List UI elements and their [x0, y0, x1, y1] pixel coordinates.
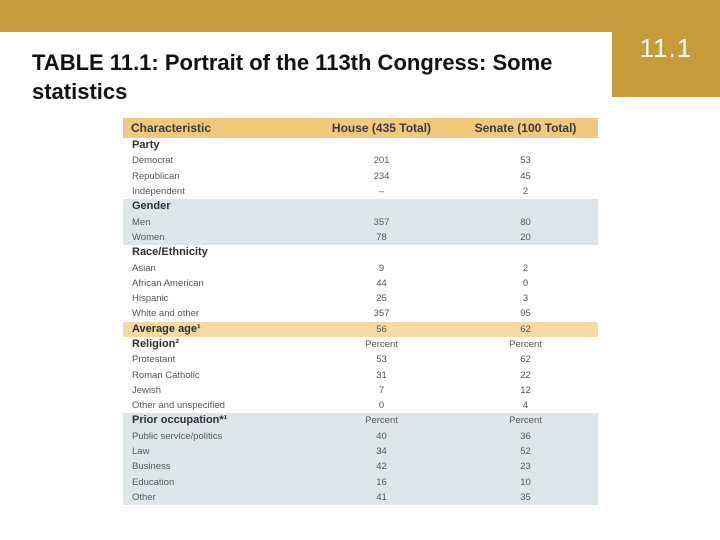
- row-label: African American: [123, 276, 310, 291]
- section-house-value: Percent: [310, 413, 453, 428]
- row-label: Roman Catholic: [123, 367, 310, 382]
- row-label: Democrat: [123, 153, 310, 168]
- house-value: 7: [310, 383, 453, 398]
- section-house-value: [310, 199, 453, 214]
- house-value: 16: [310, 475, 453, 490]
- slide-number: 11.1: [639, 33, 693, 63]
- house-value: 25: [310, 291, 453, 306]
- senate-value: 62: [453, 352, 598, 367]
- senate-value: 35: [453, 490, 598, 505]
- section-senate-value: [453, 138, 598, 153]
- section-heading: Party: [123, 138, 310, 153]
- house-value: 53: [310, 352, 453, 367]
- table-row: [123, 459, 598, 474]
- table-row: [123, 276, 598, 291]
- table-row: [123, 153, 598, 168]
- section-senate-value: 62: [453, 322, 598, 337]
- table-row: [123, 367, 598, 382]
- slide-number-badge: [612, 0, 720, 97]
- senate-value: 45: [453, 169, 598, 184]
- table-row: [123, 184, 598, 199]
- row-label: White and other: [123, 306, 310, 321]
- senate-value: 23: [453, 459, 598, 474]
- section-house-value: 56: [310, 322, 453, 337]
- senate-value: 22: [453, 367, 598, 382]
- table-header-row: [123, 118, 598, 138]
- section-row-religion: [123, 337, 598, 352]
- table-row: [123, 306, 598, 321]
- senate-value: 2: [453, 184, 598, 199]
- section-row-race-ethnicity: [123, 245, 598, 260]
- house-value: 34: [310, 444, 453, 459]
- senate-value: 53: [453, 153, 598, 168]
- table-row: [123, 230, 598, 245]
- table-row: [123, 383, 598, 398]
- section-row-party: [123, 138, 598, 153]
- slide-title: TABLE 11.1: Portrait of the 113th Congress: Some statistics: [32, 50, 553, 104]
- senate-value: 95: [453, 306, 598, 321]
- table-row: [123, 398, 598, 413]
- house-value: 234: [310, 169, 453, 184]
- row-label: Independent: [123, 184, 310, 199]
- table-row: [123, 169, 598, 184]
- table-row: [123, 490, 598, 505]
- table-row: [123, 291, 598, 306]
- row-label: Other: [123, 490, 310, 505]
- header-house: House (435 Total): [310, 118, 453, 138]
- table-row: [123, 429, 598, 444]
- row-label: Hispanic: [123, 291, 310, 306]
- row-label: Education: [123, 475, 310, 490]
- row-label: Protestant: [123, 352, 310, 367]
- section-row-prior-occupation: [123, 413, 598, 428]
- section-senate-value: [453, 245, 598, 260]
- house-value: 31: [310, 367, 453, 382]
- senate-value: 10: [453, 475, 598, 490]
- header-characteristic: Characteristic: [123, 118, 310, 138]
- table-body: [123, 138, 598, 505]
- table-row: [123, 475, 598, 490]
- row-label: Jewish: [123, 383, 310, 398]
- section-heading: Prior occupation*¹: [123, 413, 310, 428]
- table-row: [123, 214, 598, 229]
- row-label: Republican: [123, 169, 310, 184]
- row-label: Business: [123, 459, 310, 474]
- section-house-value: [310, 245, 453, 260]
- section-house-value: Percent: [310, 337, 453, 352]
- senate-value: 20: [453, 230, 598, 245]
- house-value: 0: [310, 398, 453, 413]
- house-value: 44: [310, 276, 453, 291]
- row-label: Other and unspecified: [123, 398, 310, 413]
- senate-value: 36: [453, 429, 598, 444]
- senate-value: 0: [453, 276, 598, 291]
- house-value: 78: [310, 230, 453, 245]
- table-row: [123, 352, 598, 367]
- section-row-average-age: [123, 322, 598, 337]
- section-heading: Average age¹: [123, 322, 310, 337]
- table-row: [123, 260, 598, 275]
- section-heading: Gender: [123, 199, 310, 214]
- house-value: 40: [310, 429, 453, 444]
- house-value: 201: [310, 153, 453, 168]
- senate-value: 52: [453, 444, 598, 459]
- congress-statistics-table: [123, 118, 598, 505]
- house-value: –: [310, 184, 453, 199]
- senate-value: 12: [453, 383, 598, 398]
- section-heading: Religion²: [123, 337, 310, 352]
- house-value: 41: [310, 490, 453, 505]
- row-label: Asian: [123, 260, 310, 275]
- row-label: Law: [123, 444, 310, 459]
- section-house-value: [310, 138, 453, 153]
- section-row-gender: [123, 199, 598, 214]
- header-senate: Senate (100 Total): [453, 118, 598, 138]
- senate-value: 2: [453, 260, 598, 275]
- house-value: 357: [310, 214, 453, 229]
- section-senate-value: [453, 199, 598, 214]
- senate-value: 80: [453, 214, 598, 229]
- row-label: Men: [123, 214, 310, 229]
- table-row: [123, 444, 598, 459]
- house-value: 9: [310, 260, 453, 275]
- row-label: Women: [123, 230, 310, 245]
- house-value: 42: [310, 459, 453, 474]
- senate-value: 3: [453, 291, 598, 306]
- section-heading: Race/Ethnicity: [123, 245, 310, 260]
- section-senate-value: Percent: [453, 413, 598, 428]
- senate-value: 4: [453, 398, 598, 413]
- house-value: 357: [310, 306, 453, 321]
- row-label: Public service/politics: [123, 429, 310, 444]
- section-senate-value: Percent: [453, 337, 598, 352]
